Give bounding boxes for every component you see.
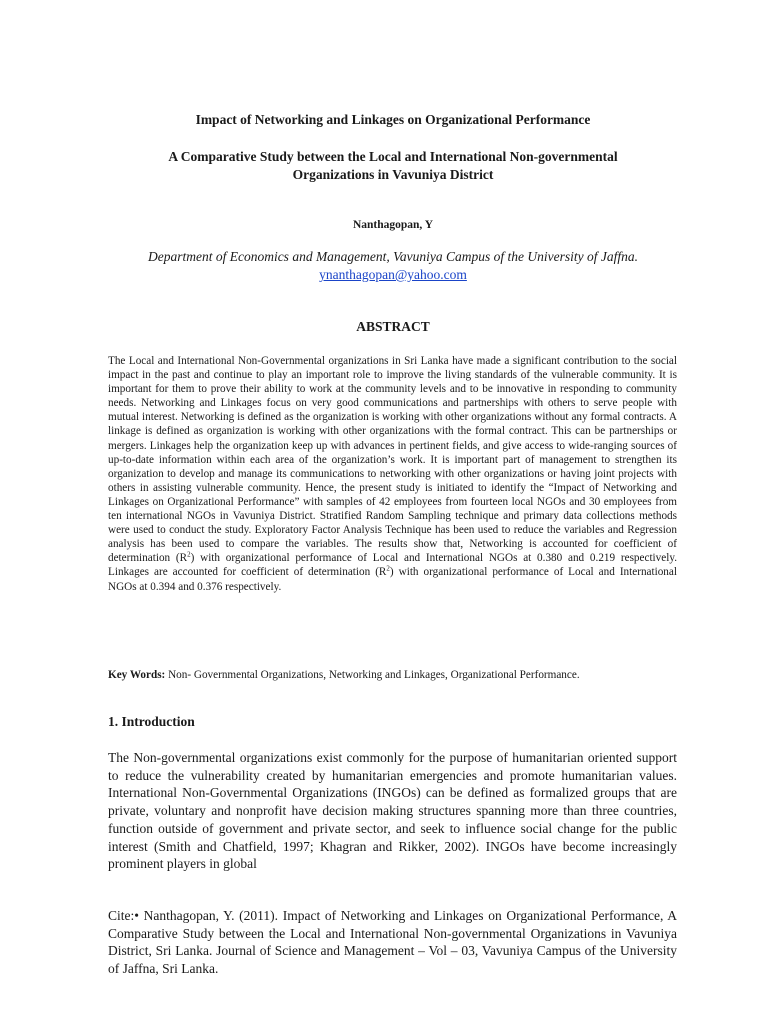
citation-footnote: Cite:• Nanthagopan, Y. (2011). Impact of Networking and Linkages on Organizational Performance, A Comparative Study between the Local and International Non-governmental Organizations in Vavuniya District, Sri Lanka. Journal of Science and Management – Vol – 03, Vavuniya Campus of the University of Jaffna, Sri Lanka. (108, 908, 677, 977)
superscript-2: 2 (386, 564, 390, 573)
keywords (108, 669, 677, 681)
introduction-paragraph: The Non-governmental organizations exist commonly for the purpose of humanitarian oriented support to reduce the vulnerability created by humanitarian emergencies and promote humanitarian values. International Non-Governmental Organizations (INGOs) can be defined as formalized groups that are private, voluntary and nonprofit have decision making structures spanning more than three countries, function outside of government and private sector, and seek to influence social change for the public interest (Smith and Chatfield, 1997; Khagran and Rikker, 2002). INGOs have become increasingly prominent players in global (108, 750, 677, 872)
keywords-label: Key Words: (108, 669, 166, 681)
author-name: Nanthagopan, Y (352, 219, 434, 231)
abstract-text-1: The Local and International Non-Governmental organizations in Sri Lanka have made a significant contribution to the social impact in the past and continue to play an important role to improve the living standards of the vulnerable community. It is important for them to prove their ability to work at the community levels and to be innovative in responding to community needs. Networking and Linkages focus on very good communications and partnerships with others to serve people with mutual interest. Networking is defined as the organization is working with other organizations without any formal contracts. A linkage is defined as organization is working with other organizations with the formal contract. This can be partnerships or mergers. Linkages help the organization keep up with advances in pertinent fields, and give access to wide-ranging sources of up-to-date information within each area of the organization’s work. It is important part of management to strengthen its organization to develop and manage its communications to networking with other organizations or having joint projects with others in assisting vulnerable community. Hence, the present study is initiated to identify the “Impact of Networking and Linkages on Organizational Performance” with samples of 42 employees from fourteen local NGOs and 30 employees from ten international NGOs in Vavuniya District. Stratified Random Sampling technique and primary data collections methods were used to conduct the study. Exploratory Factor Analysis Technique has been used to reduce the variables and Regression analysis has been used to compare the variables. The results show that, Networking is accounted for coefficient of determination (R (108, 355, 677, 565)
superscript-2: 2 (187, 550, 191, 559)
paper-subtitle (108, 148, 678, 184)
section-heading-introduction: 1. Introduction (108, 714, 195, 729)
abstract-heading: ABSTRACT (356, 319, 430, 334)
keywords-text: Non- Governmental Organizations, Networking and Linkages, Organizational Performance. (165, 669, 580, 681)
abstract-text-3: ) with organizational performance of Local and International NGOs at 0.394 and 0.376 respectively. (108, 566, 677, 593)
email-link[interactable]: ynanthagopan@yahoo.com (319, 267, 467, 282)
subtitle-line-2: Organizations in Vavuniya District (292, 167, 494, 182)
paper-title: Impact of Networking and Linkages on Organizational Performance (195, 112, 591, 127)
affiliation-text: Department of Economics and Management, Vavuniya Campus of the University of Jaffna. (147, 249, 639, 264)
author-affiliation (100, 248, 686, 284)
abstract-text-2: ) with organizational performance of Local and International NGOs at 0.380 and 0.219 respectively. Linkages are accounted for coefficient of determination (R (108, 552, 677, 579)
abstract-body (108, 354, 677, 594)
subtitle-line-1: A Comparative Study between the Local and International Non-governmental (168, 149, 618, 164)
